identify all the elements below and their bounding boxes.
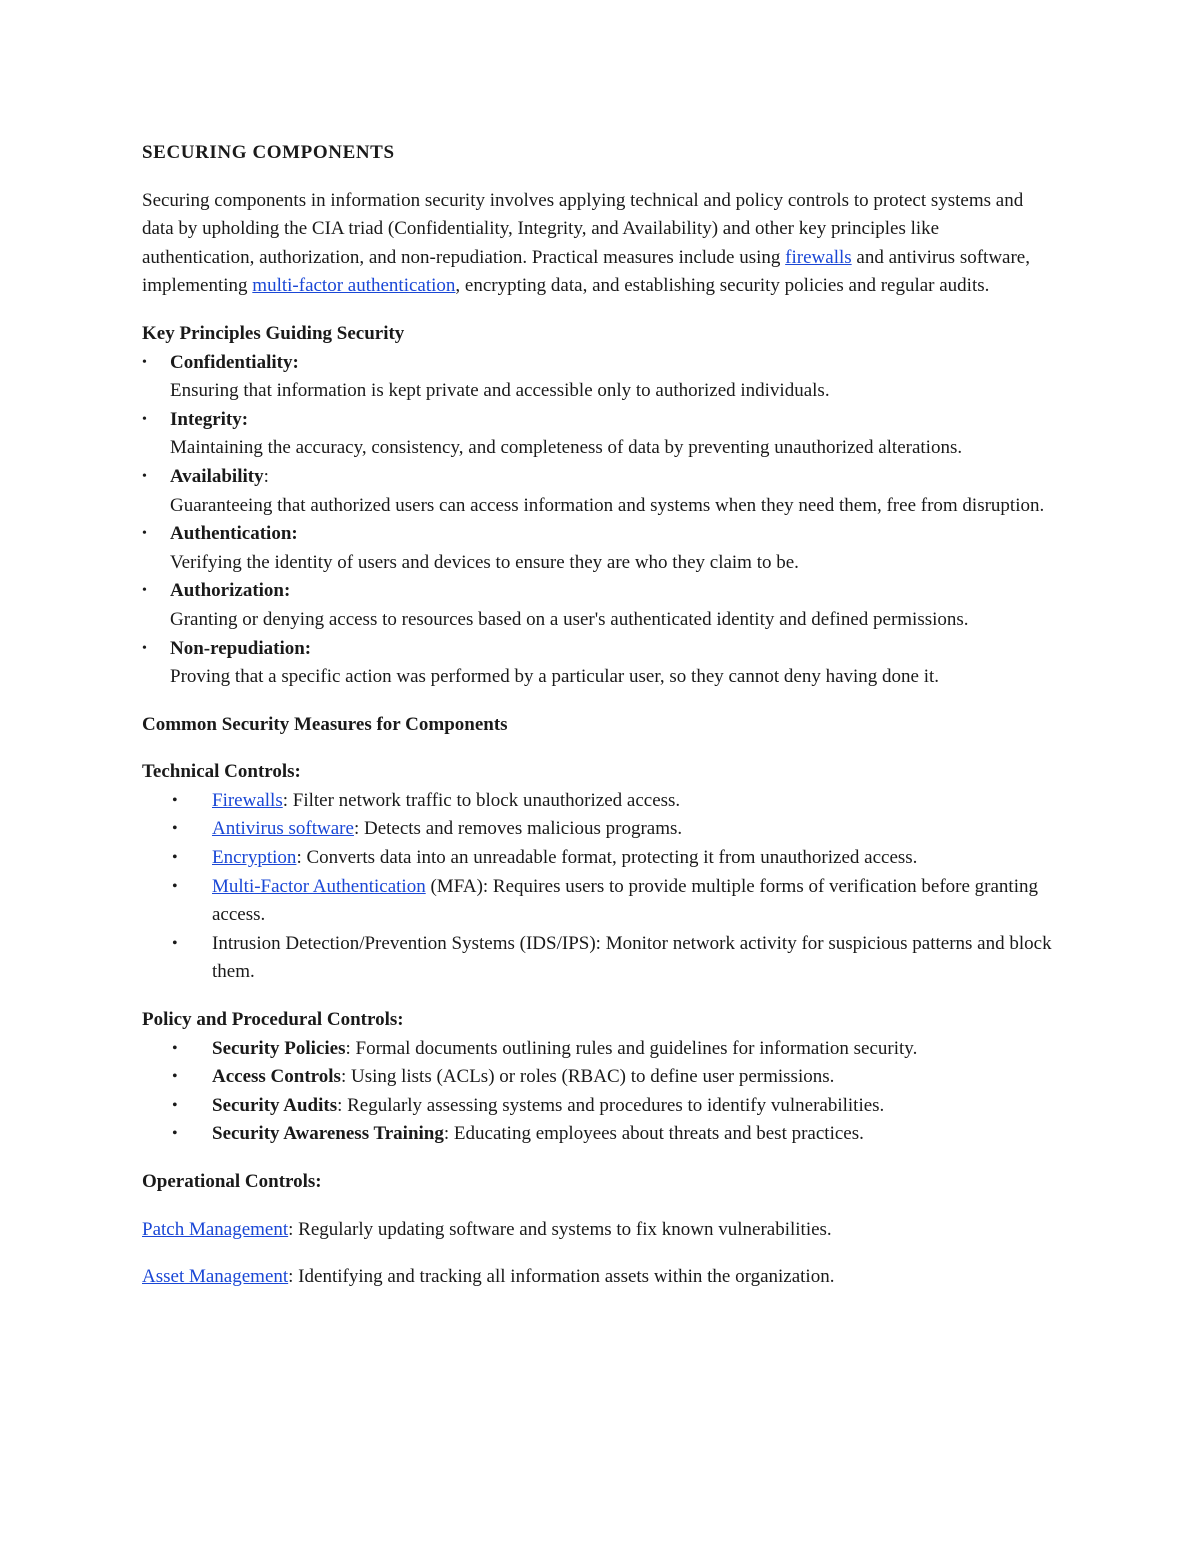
patch-management-link[interactable]: Patch Management: [142, 1218, 289, 1240]
bullet-icon: •: [172, 820, 178, 838]
principle-item-integrity: • Integrity: Maintaining the accuracy, consistency, and completeness of data by preventing unauthorized alterations.: [142, 406, 1052, 463]
list-item: • Security Audits: Regularly assessing systems and procedures to identify vulnerabilities.: [142, 1092, 1052, 1121]
bullet-icon: •: [142, 354, 147, 370]
document-page: [142, 139, 1052, 1292]
key-principles-list: [142, 349, 1052, 692]
multi-factor-authentication-link[interactable]: multi-factor authentication: [252, 275, 456, 297]
list-item: • Security Policies: Formal documents outlining rules and guidelines for information security.: [142, 1035, 1052, 1064]
common-measures-heading: Common Security Measures for Components: [142, 713, 508, 735]
list-item: • Access Controls: Using lists (ACLs) or roles (RBAC) to define user permissions.: [142, 1063, 1052, 1092]
list-item: • Encryption: Converts data into an unreadable format, protecting it from unauthorized access.: [142, 844, 1052, 873]
list-item: • Intrusion Detection/Prevention Systems (IDS/IPS): Monitor network activity for suspicious patterns and block them.: [142, 930, 1052, 987]
firewalls-control-link[interactable]: Firewalls: [212, 789, 283, 811]
bullet-icon: •: [172, 791, 178, 809]
bullet-icon: •: [142, 468, 147, 484]
patch-management-paragraph: Patch Management: Regularly updating software and systems to fix known vulnerabilities.: [142, 1218, 832, 1240]
bullet-icon: •: [172, 934, 178, 952]
bullet-icon: •: [172, 1125, 178, 1143]
policy-controls-list: [142, 1035, 1052, 1149]
bullet-icon: •: [172, 1096, 178, 1114]
list-item: • Antivirus software: Detects and removes malicious programs.: [142, 815, 1052, 844]
principle-item-authentication: • Authentication: Verifying the identity of users and devices to ensure they are who they claim to be.: [142, 520, 1052, 577]
list-item: • Multi-Factor Authentication (MFA): Requires users to provide multiple forms of verification before granting access.: [142, 873, 1052, 930]
list-item: • Security Awareness Training: Educating employees about threats and best practices.: [142, 1120, 1052, 1149]
document-title: SECURING COMPONENTS: [142, 142, 395, 163]
technical-controls-list: [142, 787, 1052, 987]
principle-item-authorization: • Authorization: Granting or denying access to resources based on a user's authenticated identity and defined permissions.: [142, 577, 1052, 634]
bullet-icon: •: [142, 526, 147, 542]
firewalls-link[interactable]: firewalls: [785, 246, 852, 268]
bullet-icon: •: [142, 640, 147, 656]
operational-controls-heading: Operational Controls:: [142, 1171, 322, 1192]
principle-item-non-repudiation: • Non-repudiation: Proving that a specific action was performed by a particular user, so they cannot deny having done it.: [142, 635, 1052, 692]
bullet-icon: •: [172, 1068, 178, 1086]
list-item: • Firewalls: Filter network traffic to block unauthorized access.: [142, 787, 1052, 816]
technical-controls-heading: Technical Controls:: [142, 761, 301, 783]
principle-item-availability: • Availability: Guaranteeing that authorized users can access information and systems when they need them, free from disruption.: [142, 463, 1052, 520]
bullet-icon: •: [172, 1039, 178, 1057]
bullet-icon: •: [172, 877, 178, 895]
principle-item-confidentiality: • Confidentiality: Ensuring that information is kept private and accessible only to authorized individuals.: [142, 349, 1052, 406]
encryption-link[interactable]: Encryption: [212, 847, 297, 869]
asset-management-link[interactable]: Asset Management: [142, 1266, 289, 1288]
bullet-icon: •: [142, 583, 147, 599]
antivirus-software-link[interactable]: Antivirus software: [212, 818, 354, 840]
mfa-link[interactable]: Multi-Factor Authentication: [212, 875, 426, 897]
intro-paragraph: Securing components in information security involves applying technical and policy controls to protect systems and data by upholding the CIA triad (Confidentiality, Integrity, and Availability) and other key principles like authentication, authorization, and non-repudiation. Practical measures include using firewalls and antivirus software, implementing multi-factor authentication, encrypting data, and establishing security policies and regular audits.: [142, 189, 1030, 297]
bullet-icon: •: [142, 411, 147, 427]
asset-management-paragraph: Asset Management: Identifying and tracking all information assets within the organization.: [142, 1266, 835, 1288]
policy-controls-heading: Policy and Procedural Controls:: [142, 1009, 404, 1031]
key-principles-heading: Key Principles Guiding Security: [142, 322, 405, 344]
bullet-icon: •: [172, 849, 178, 867]
